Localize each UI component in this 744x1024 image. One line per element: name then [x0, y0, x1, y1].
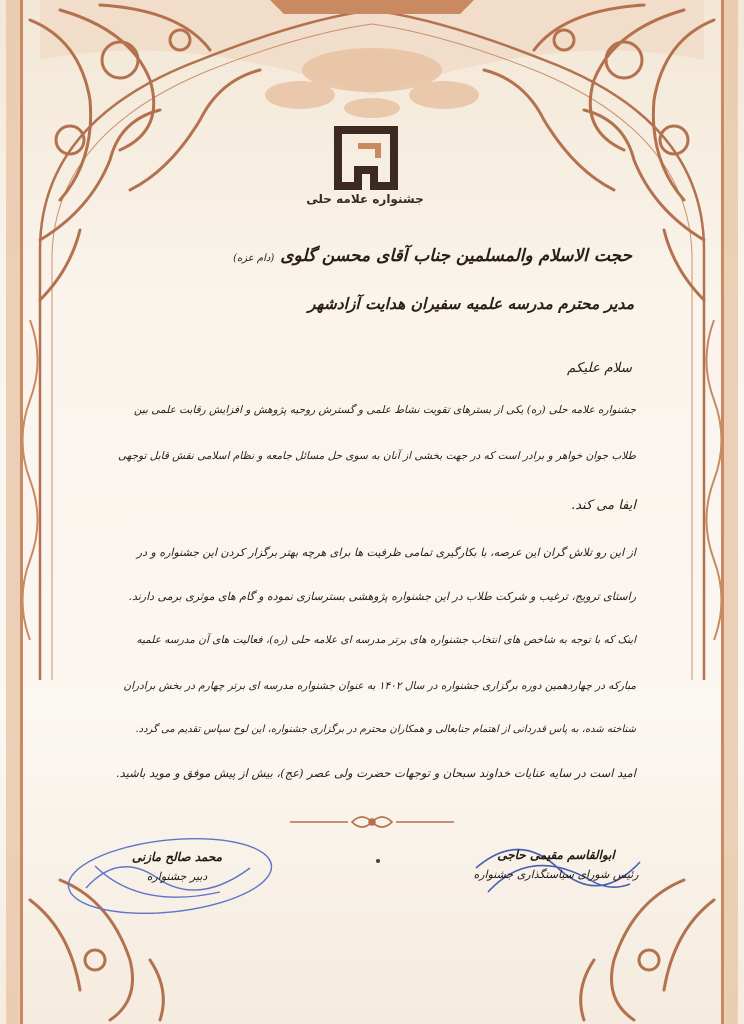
signatory-name: ابوالقاسم مقیمی حاجی [497, 848, 615, 862]
body-line: از این رو تلاش گران این عرصه، با بکارگیری تمامی ظرفیت ها برای هرچه بهتر برگزار کردن این جشنواره و در [136, 546, 636, 559]
salutation: سلام علیکم [566, 360, 632, 376]
logo-caption: جشنواره علامه حلی [306, 192, 424, 206]
addressee-name: حجت الاسلام والمسلمین جناب آقای محسن گلوی [280, 246, 632, 266]
addressee-line-2: مدیر محترم مدرسه علمیه سفیران هدایت آزادشهر [308, 294, 634, 313]
signatory-name: محمد صالح مازنی [131, 850, 223, 864]
addressee-line-1 [233, 246, 632, 266]
divider-ornament [290, 817, 454, 827]
body-line: اینک که با توجه به شاخص های انتخاب جشنواره های برتر مدرسه ای علامه حلی (ره)، فعالیت های آن مدرسه علمیه [136, 634, 636, 646]
body-line: مبارکه در چهاردهمین دوره برگزاری جشنواره در سال ۱۴۰۲ به عنوان جشنواره مدرسه ای برتر چهارم در بخش برادران [123, 680, 636, 692]
signature-block-right [456, 848, 656, 881]
addressee-honorific: (دام عزه) [233, 253, 275, 264]
signature-block-left [102, 850, 252, 883]
body-line: جشنواره علامه حلی (ره) یکی از بسترهای تقویت نشاط علمی و گسترش روحیه پژوهش و افزایش رقابت علمی بین [133, 404, 636, 416]
signatory-title: دبیر جشنواره [146, 870, 208, 883]
body-line: طلاب جوان خواهر و برادر است که در جهت بخشی از آنان به سوی حل مسائل جامعه و نظام اسلامی نقش قابل توجهی [117, 450, 636, 462]
body-line: امید است در سایه عنایات خداوند سبحان و توجهات حضرت ولی عصر (عج)، بیش از پیش موفق و موید باشید. [115, 766, 636, 780]
body-line: ایفا می کند. [571, 498, 636, 513]
body-line: راستای ترویج، ترغیب و شرکت طلاب در این جشنواره پژوهشی بسترسازی نموده و گام های موثری برمی دارند. [128, 590, 636, 603]
signatory-title: رئیس شورای سیاستگذاری جشنواره [473, 868, 639, 881]
body-line: شناخته شده، به پاس قدردانی از اهتمام جنابعالی و همکاران محترم در برگزاری جشنواره، این لوح سپاس تقدیم می گردد. [135, 724, 636, 735]
